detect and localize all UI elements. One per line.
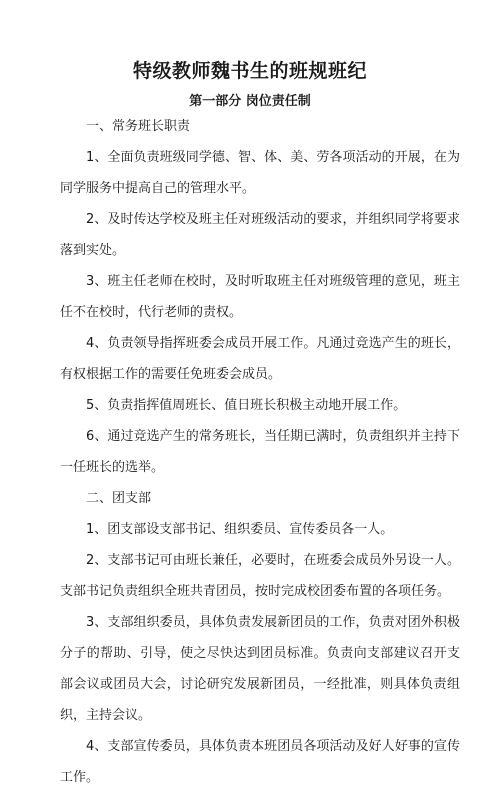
- paragraph: 2、及时传达学校及班主任对班级活动的要求，并组织同学将要求落到实处。: [60, 212, 460, 258]
- paragraph: 3、班主任老师在校时，及时听取班主任对班级管理的意见，班主任不在校时，代行老师的责权。: [60, 274, 460, 320]
- paragraph: 1、团支部设支部书记、组织委员、宣传委员各一人。: [86, 522, 394, 537]
- paragraph: 2、支部书记可由班长兼任，必要时，在班委会成员外另设一人。支部书记负责组织全班共青团员，按时完成校团委布置的各项任务。: [60, 553, 460, 599]
- section-heading: 二、团支部: [86, 491, 152, 506]
- paragraph: 1、全面负责班级同学德、智、体、美、劳各项活动的开展，在为同学服务中提高自己的管理水平。: [60, 150, 460, 196]
- document-body: [60, 111, 460, 793]
- paragraph: 6、通过竞选产生的常务班长，当任期已满时，负责组织并主持下一任班长的选举。: [60, 429, 460, 475]
- paragraph: 4、负责领导指挥班委会成员开展工作。凡通过竞选产生的班长，有权根据工作的需要任免班委会成员。: [60, 336, 460, 382]
- document-title: 特级教师魏书生的班规班纪: [132, 60, 367, 82]
- document-subtitle: 第一部分 岗位责任制: [189, 94, 311, 109]
- paragraph: 5、负责指挥值周班长、值日班长积极主动地开展工作。: [86, 398, 407, 413]
- paragraph: 3、支部组织委员，具体负责发展新团员的工作，负责对团外积极分子的帮助、引导，使之尽快达到团员标准。负责向支部建议召开支部会议或团员大会，讨论研究发展新团员，一经批准，则具体负责组织，主持会议。: [60, 615, 460, 723]
- paragraph: 4、支部宣传委员，具体负责本班团员各项活动及好人好事的宣传工作。: [60, 739, 460, 785]
- section-heading: 一、常务班长职责: [86, 119, 191, 134]
